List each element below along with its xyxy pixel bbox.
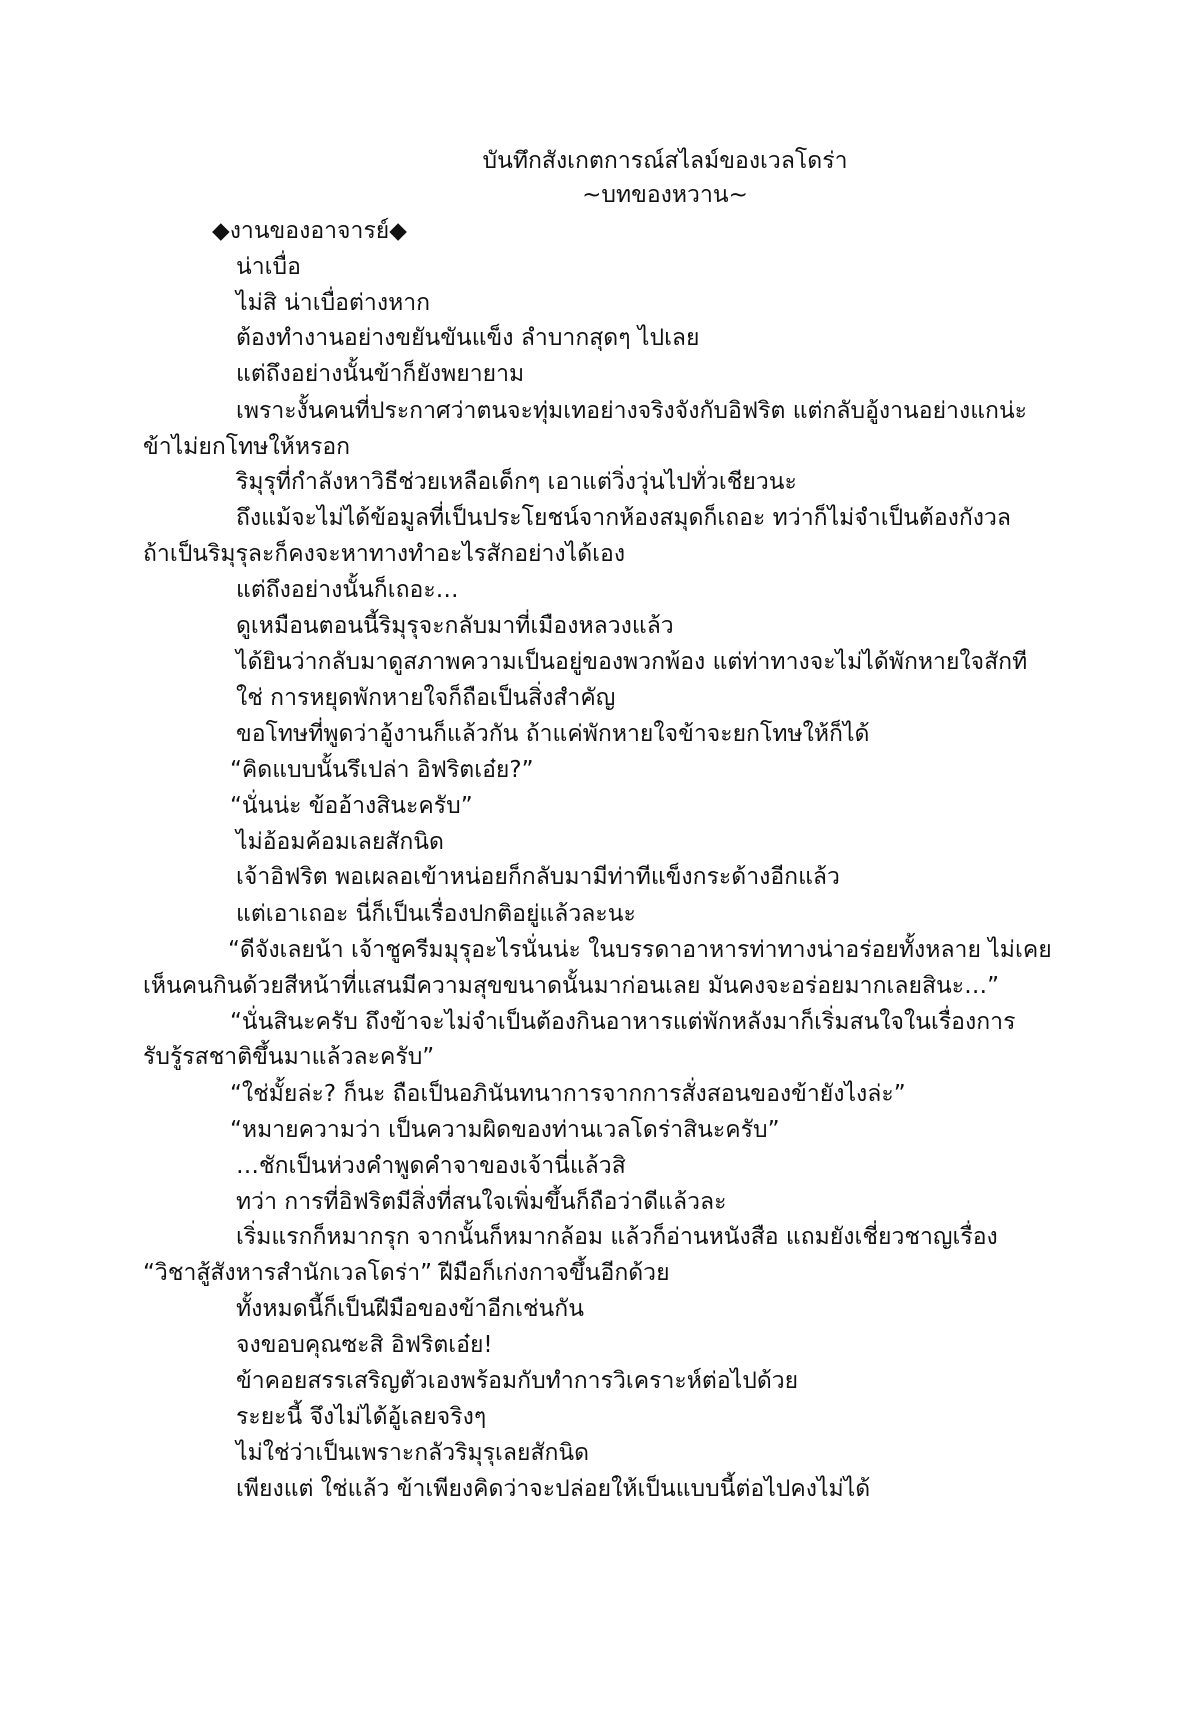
paragraph-line: ข้าคอยสรรเสริญตัวเองพร้อมกับทำการวิเคราะห์ต่อไปด้วย <box>236 1368 799 1394</box>
paragraph-line: ข้าไม่ยกโทษให้หรอก <box>143 434 351 460</box>
paragraph-line: ทว่า การที่อิฟริตมีสิ่งที่สนใจเพิ่มขึ้นก็ถือว่าดีแล้วละ <box>236 1189 727 1215</box>
dialogue-line: “นั่นน่ะ ข้ออ้างสินะครับ” <box>230 793 473 819</box>
paragraph-line: ไม่สิ น่าเบื่อต่างหาก <box>236 290 431 316</box>
paragraph-line: เริ่มแรกก็หมากรุก จากนั้นก็หมากล้อม แล้วก็อ่านหนังสือ แถมยังเชี่ยวชาญเรื่อง <box>236 1224 998 1250</box>
paragraph-line: แต่เอาเถอะ นี่ก็เป็นเรื่องปกติอยู่แล้วละนะ <box>236 901 636 927</box>
document-subtitle: ~บทของหวาน~ <box>582 182 748 208</box>
dialogue-line: “ใช่มั้ยล่ะ? ก็นะ ถือเป็นอภินันทนาการจากการสั่งสอนของข้ายังไงล่ะ” <box>230 1081 906 1107</box>
paragraph-line: แต่ถึงอย่างนั้นข้าก็ยังพยายาม <box>236 361 525 387</box>
dialogue-line: “หมายความว่า เป็นความผิดของท่านเวลโดร่าสินะครับ” <box>230 1117 780 1143</box>
paragraph-line: เพราะงั้นคนที่ประกาศว่าตนจะทุ่มเทอย่างจริงจังกับอิฟริต แต่กลับอู้งานอย่างแกน่ะ <box>236 398 1028 424</box>
dialogue-line: “คิดแบบนั้นรึเปล่า อิฟริตเอ๋ย?” <box>230 757 534 783</box>
paragraph-line: ใช่ การหยุดพักหายใจก็ถือเป็นสิ่งสำคัญ <box>236 685 616 711</box>
paragraph-line: ระยะนี้ จึงไม่ได้อู้เลยจริงๆ <box>236 1404 487 1430</box>
paragraph-line: ไม่อ้อมค้อมเลยสักนิด <box>236 829 444 855</box>
paragraph-line: ถ้าเป็นริมุรุละก็คงจะหาทางทำอะไรสักอย่างได้เอง <box>143 541 626 567</box>
paragraph-line: ดูเหมือนตอนนี้ริมุรุจะกลับมาที่เมืองหลวงแล้ว <box>236 613 674 639</box>
paragraph-line: ต้องทำงานอย่างขยันขันแข็ง ลำบากสุดๆ ไปเลย <box>236 325 700 351</box>
paragraph-line: จงขอบคุณซะสิ อิฟริตเอ๋ย! <box>236 1332 493 1358</box>
document-title: บันทึกสังเกตการณ์สไลม์ของเวลโดร่า <box>482 148 848 174</box>
paragraph-line: เพียงแต่ ใช่แล้ว ข้าเพียงคิดว่าจะปล่อยให้เป็นแบบนี้ต่อไปคงไม่ได้ <box>236 1476 871 1502</box>
paragraph-line: ได้ยินว่ากลับมาดูสภาพความเป็นอยู่ของพวกพ้อง แต่ท่าทางจะไม่ได้พักหายใจสักที <box>236 649 1028 675</box>
paragraph-line: “วิชาสู้สังหารสำนักเวลโดร่า” ฝีมือก็เก่งกาจขึ้นอีกด้วย <box>143 1260 670 1286</box>
dialogue-line: “ดีจังเลยน้า เจ้าชูครีมมุรุอะไรนั่นน่ะ ในบรรดาอาหารท่าทางน่าอร่อยทั้งหลาย ไม่เคย <box>228 937 1052 963</box>
paragraph-line: ขอโทษที่พูดว่าอู้งานก็แล้วกัน ถ้าแค่พักหายใจข้าจะยกโทษให้ก็ได้ <box>236 721 870 747</box>
paragraph-line: แต่ถึงอย่างนั้นก็เถอะ… <box>236 577 459 603</box>
paragraph-line: ทั้งหมดนี้ก็เป็นฝีมือของข้าอีกเช่นกัน <box>236 1296 584 1322</box>
paragraph-line: ไม่ใช่ว่าเป็นเพราะกลัวริมุรุเลยสักนิด <box>236 1440 590 1466</box>
paragraph-line: …ชักเป็นห่วงคำพูดคำจาของเจ้านี่แล้วสิ <box>236 1153 626 1179</box>
paragraph-line: เจ้าอิฟริต พอเผลอเข้าหน่อยก็กลับมามีท่าทีแข็งกระด้างอีกแล้ว <box>236 864 840 890</box>
dialogue-line: รับรู้รสชาติขึ้นมาแล้วละครับ” <box>143 1044 435 1070</box>
dialogue-line: เห็นคนกินด้วยสีหน้าที่แสนมีความสุขขนาดนั้นมาก่อนเลย มันคงจะอร่อยมากเลยสินะ…” <box>143 973 999 999</box>
paragraph-line: น่าเบื่อ <box>236 254 301 280</box>
section-heading: ◆งานของอาจารย์◆ <box>212 218 407 244</box>
dialogue-line: “นั่นสินะครับ ถึงข้าจะไม่จำเป็นต้องกินอาหารแต่พักหลังมาก็เริ่มสนใจในเรื่องการ <box>230 1009 1016 1035</box>
paragraph-line: ริมุรุที่กำลังหาวิธีช่วยเหลือเด็กๆ เอาแต่วิ่งวุ่นไปทั่วเชียวนะ <box>236 469 797 495</box>
paragraph-line: ถึงแม้จะไม่ได้ข้อมูลที่เป็นประโยชน์จากห้องสมุดก็เถอะ ทว่าก็ไม่จำเป็นต้องกังวล <box>236 505 1012 531</box>
